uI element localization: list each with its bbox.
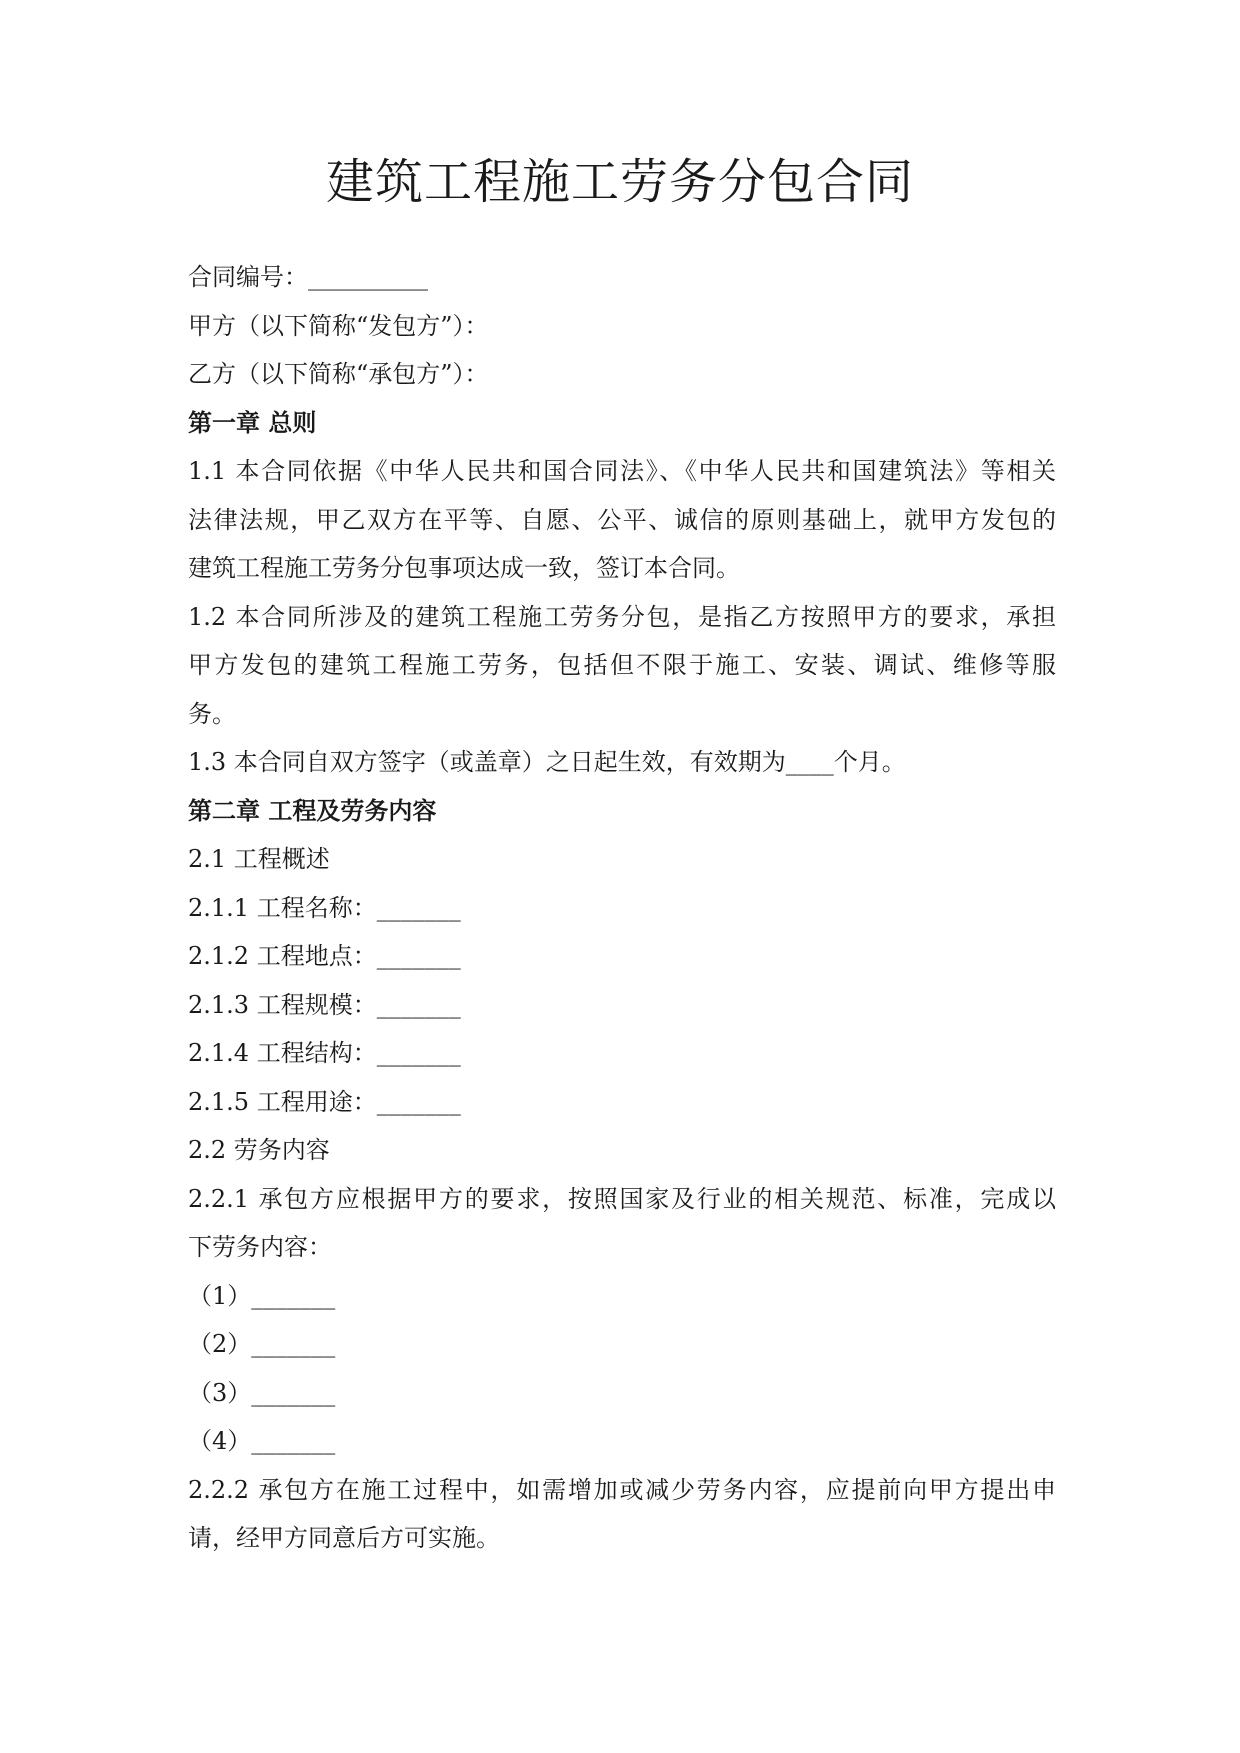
clause-1-2-line-1: 1.2 本合同所涉及的建筑工程施工劳务分包，是指乙方按照甲方的要求，承担 bbox=[188, 602, 1056, 631]
party-a-line: 甲方（以下简称“发包方”）： bbox=[188, 311, 489, 340]
clause-2-1-1: 2.1.1 工程名称：_______ bbox=[188, 893, 461, 922]
list-item-4: （4）_______ bbox=[188, 1427, 336, 1455]
chapter-2-heading: 第二章 工程及劳务内容 bbox=[188, 795, 437, 825]
clause-1-2-line-2: 甲方发包的建筑工程施工劳务，包括但不限于施工、安装、调试、维修等服 bbox=[188, 651, 1056, 679]
clause-1-1-line-2: 法律法规，甲乙双方在平等、自愿、公平、诚信的原则基础上，就甲方发包的 bbox=[188, 505, 1056, 534]
clause-1-1-line-3: 建筑工程施工劳务分包事项达成一致，签订本合同。 bbox=[188, 554, 740, 582]
clause-2-1-5: 2.1.5 工程用途：_______ bbox=[188, 1087, 461, 1116]
clause-2-1-3: 2.1.3 工程规模：_______ bbox=[188, 990, 461, 1019]
clause-1-3: 1.3 本合同自双方签字（或盖章）之日起生效，有效期为____个月。 bbox=[188, 748, 906, 776]
chapter-1-heading: 第一章 总则 bbox=[188, 407, 317, 437]
clause-2-2-2-line-1: 2.2.2 承包方在施工过程中，如需增加或减少劳务内容，应提前向甲方提出申 bbox=[188, 1475, 1056, 1504]
document-body bbox=[188, 253, 1056, 1563]
party-b-line: 乙方（以下简称“承包方”）： bbox=[188, 360, 489, 388]
list-item-3: （3）_______ bbox=[188, 1378, 336, 1407]
list-item-2: （2）_______ bbox=[188, 1330, 336, 1358]
clause-2-2-2-line-2: 请，经甲方同意后方可实施。 bbox=[188, 1524, 500, 1552]
section-2-2-heading: 2.2 劳务内容 bbox=[188, 1136, 330, 1164]
list-item-1: （1）_______ bbox=[188, 1281, 336, 1310]
document-title: 建筑工程施工劳务分包合同 bbox=[325, 154, 914, 210]
clause-2-1-2: 2.1.2 工程地点：_______ bbox=[188, 942, 461, 970]
clause-2-1-4: 2.1.4 工程结构：_______ bbox=[188, 1039, 461, 1067]
section-2-1-heading: 2.1 工程概述 bbox=[188, 845, 330, 873]
clause-2-2-1-line-1: 2.2.1 承包方应根据甲方的要求，按照国家及行业的相关规范、标准，完成以 bbox=[188, 1184, 1056, 1213]
clause-1-1-line-1: 1.1 本合同依据《中华人民共和国合同法》、《中华人民共和国建筑法》等相关 bbox=[188, 457, 1056, 485]
clause-1-2-line-3: 务。 bbox=[188, 699, 236, 728]
contract-number-line: 合同编号：__________ bbox=[188, 263, 428, 291]
clause-2-2-1-line-2: 下劳务内容： bbox=[188, 1233, 332, 1261]
